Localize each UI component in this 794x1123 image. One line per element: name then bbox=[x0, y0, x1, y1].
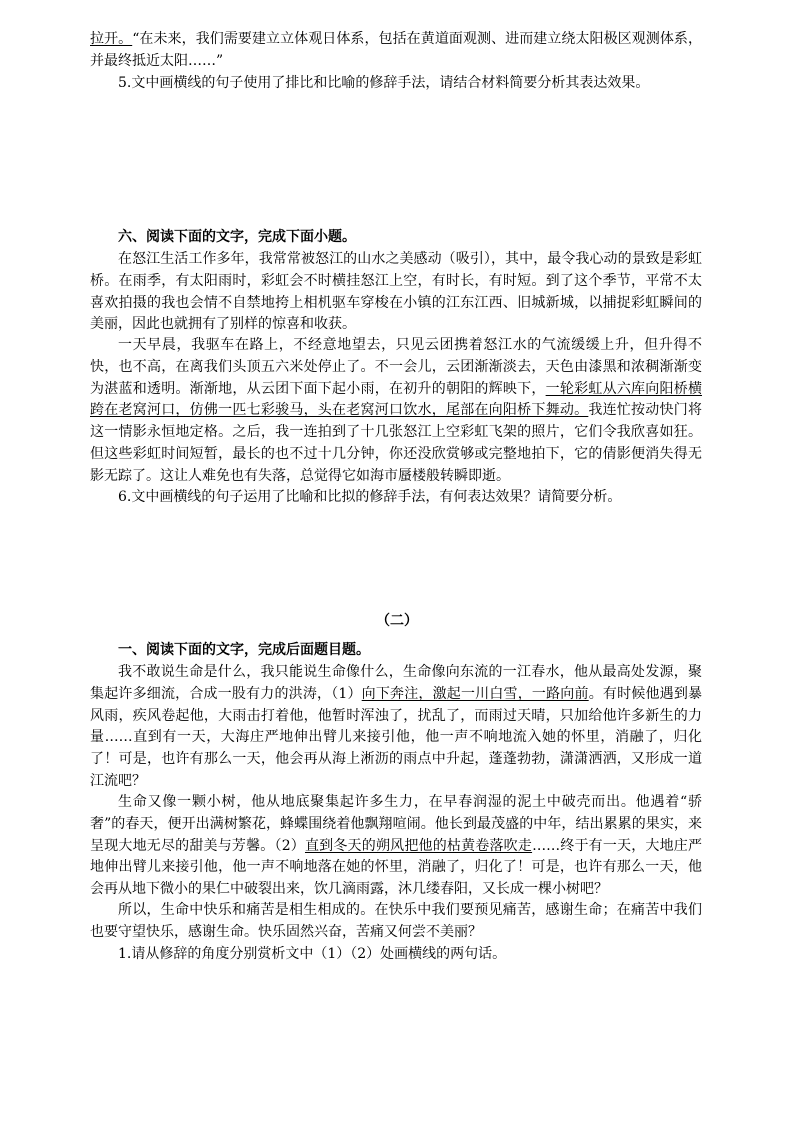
underlined-sentence: 一轮彩虹从六库向阳桥横跨在老窝河口，仿佛一匹七彩骏马，头在老窝河口饮水，尾部在向阳桥下舞动。 bbox=[90, 380, 703, 419]
passage-5-continuation bbox=[90, 29, 702, 73]
part-2-heading: 一、阅读下面的文字，完成后面题目题。 bbox=[118, 642, 370, 658]
passage-text: “在未来，我们需要建立立体观日体系，包括在黄道面观测、进而建立绕太阳极区观测体系，并最终抵近太阳……” bbox=[90, 31, 703, 69]
part-2-paragraph-1 bbox=[90, 662, 702, 793]
section-6-paragraph-1: 在怒江生活工作多年，我常常被怒江的山水之美感动（吸引），其中，最令我心动的景致是彩虹桥。在雨季，有太阳雨时，彩虹会不时横挂怒江上空，有时长，有时短。到了这个季节，平常不太喜欢拍摄的我也会情不自禁地挎上相机驱车穿梭在小镇的江东江西、旧城新城，以捕捉彩虹瞬间的美丽，因此也就拥有了别样的惊喜和收获。 bbox=[90, 251, 702, 333]
passage-text: 我不敢说生命是什么，我只能说生命像什么，生命像向东流的一江春水，他从最高处发源，聚集起许多细流，合成一股有力的洪涛，（1） bbox=[90, 664, 702, 702]
part-2-question-1: 1.请从修辞的角度分别赏析文中（1）（2）处画横线的两句话。 bbox=[118, 946, 507, 962]
passage-text: 我连忙按动快门将这一情影永恒地定格。之后，我一连拍到了十几张怒江上空彩虹飞架的照片，它们令我欣喜如狂。但这些彩虹时间短暂，最长的也不过十几分钟，你还没欣赏够或完整地拍下，它的倩影便消失得无影无踪了。这让人难免也有失落，总觉得它如海市蜃楼般转瞬即逝。 bbox=[90, 402, 703, 484]
part-2-paragraph-3: 所以，生命中快乐和痛苦是相生相成的。在快乐中我们要预见痛苦，感谢生命；在痛苦中我们也要守望快乐，感谢生命。快乐固然兴奋，苦痛又何尝不美丽？ bbox=[90, 902, 702, 940]
passage-text: 。有时候他遇到暴风雨，疾风卷起他，大雨击打着他，他暂时浑浊了，扰乱了，而雨过天晴，只加给他许多新生的力量……直到有一天，大海庄严地伸出臂儿来接引他，他一声不响地流入她的怀里，消融了，归化了！可是，也许有那么一天，他会再从海上淅沥的雨点中升起，蓬蓬勃勃，潇潇洒洒，又形成一道江流吧？ bbox=[90, 685, 703, 789]
part-2-title: （二） bbox=[376, 613, 418, 629]
section-6-heading: 六、阅读下面的文字，完成下面小题。 bbox=[118, 229, 356, 245]
underlined-sentence-1: 向下奔注，激起一川白雪，一路向前 bbox=[361, 685, 589, 702]
underlined-sentence-2: 直到冬天的朔风把他的枯黄卷落吹走 bbox=[304, 837, 533, 854]
question-5: 5.文中画横线的句子使用了排比和比喻的修辞手法，请结合材料简要分析其表达效果。 bbox=[118, 75, 650, 91]
passage-text: ……终于有一天，大地庄严地伸出臂儿来接引他，他一声不响地落在她的怀里，消融了，归化了！可是，也许有那么一天，他会再从地下微小的果仁中破裂出来，饮几滴雨露，沐几缕春阳，又长成一棵小树吧？ bbox=[90, 837, 702, 898]
passage-text: 生命又像一颗小树，他从地底聚集起许多生力，在早春润湿的泥土中破壳而出。他遇着“骄奢”的春天，便开出满树繁花，蜂蝶围绕着他飘翔喧闹。他长到最茂盛的中年，结出累累的果实，来呈现大地无尽的甜美与芳馨。（2） bbox=[90, 794, 702, 854]
underlined-sentence: 拉开。 bbox=[90, 31, 133, 47]
passage-text: 一天早晨，我驱车在路上，不经意地望去，只见云团携着怒江水的气流缓缓上升，但升得不快，也不高，在离我们头顶五六米处停止了。不一会儿，云团渐渐淡去，天色由漆黑和浓稠渐渐变为湛蓝和透明。渐渐地，从云团下面下起小雨，在初升的朝阳的辉映下， bbox=[90, 337, 702, 397]
part-2-paragraph-2 bbox=[90, 792, 702, 901]
question-6: 6.文中画横线的句子运用了比喻和比拟的修辞手法，有何表达效果？请简要分析。 bbox=[118, 489, 622, 505]
section-6-paragraph-2 bbox=[90, 335, 702, 488]
